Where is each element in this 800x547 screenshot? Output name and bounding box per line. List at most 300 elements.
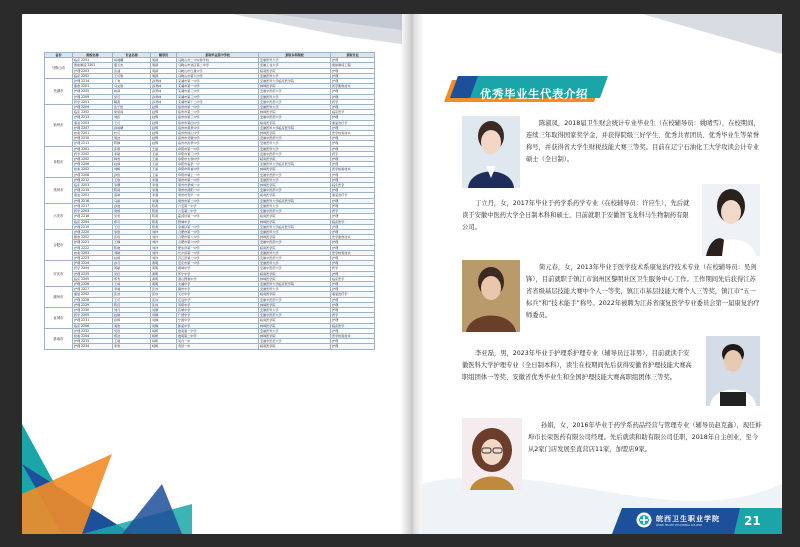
table-cell: 赵倩 bbox=[113, 162, 151, 167]
table-cell: 亳州市利辛一中 bbox=[177, 193, 259, 198]
table-cell: 张伟 bbox=[151, 292, 177, 297]
table-cell: 黄明 bbox=[151, 266, 177, 271]
table-cell: 智能制造 2201 bbox=[73, 63, 113, 68]
table-cell: 医学检验技术 bbox=[331, 333, 375, 338]
table-cell: 护理 bbox=[331, 105, 375, 110]
table-cell: 金寨县第一中学 bbox=[177, 224, 259, 229]
table-cell: 周婷 bbox=[113, 209, 151, 214]
table-cell: 护理 bbox=[331, 328, 375, 333]
table-cell: 康复 2203 bbox=[73, 120, 113, 125]
table-cell: 滁州中学 bbox=[177, 287, 259, 292]
table-cell: 亳州市第一中学 bbox=[177, 177, 259, 182]
table-cell: 王丽 bbox=[151, 162, 177, 167]
table-cell: 影像 2201 bbox=[73, 84, 113, 89]
province-cell: 宣城市 bbox=[45, 307, 73, 328]
table-cell: 护理 2204 bbox=[73, 105, 113, 110]
table-cell: 庐江县第二中学 bbox=[177, 255, 259, 260]
table-cell: 护理 2222 bbox=[73, 245, 113, 250]
table-cell: 安徽医科大学临床医学院 bbox=[259, 79, 331, 84]
table-cell: 郑洁 bbox=[113, 333, 151, 338]
table-cell: 周欣 bbox=[113, 323, 151, 328]
table-cell: 护理 2219 bbox=[73, 224, 113, 229]
table-cell: 护理 bbox=[331, 255, 375, 260]
table-cell: 安徽医科大学临床医学院 bbox=[259, 198, 331, 203]
table-cell: 安徽医科大学 bbox=[259, 73, 331, 78]
province-cell: 淮南市 bbox=[45, 328, 73, 349]
table-cell: 安徽医科大学 bbox=[259, 141, 331, 146]
left-corner-decoration bbox=[22, 394, 192, 534]
table-cell: 夏玉杰 bbox=[113, 63, 151, 68]
table-cell: 护理 2226 bbox=[73, 281, 113, 286]
table-cell: 护理 2208 bbox=[73, 172, 113, 177]
graduate-photo-4 bbox=[706, 336, 760, 406]
table-cell: 亳州市涡阳一中 bbox=[177, 188, 259, 193]
table-cell: 刘敏 bbox=[113, 250, 151, 255]
table-cell: 李强 bbox=[151, 193, 177, 198]
table-cell: 杨帆 bbox=[151, 328, 177, 333]
table-cell: 医学影像技术 bbox=[331, 84, 375, 89]
table-cell: 刘洋 bbox=[151, 245, 177, 250]
table-cell: 宿州市第四中学 bbox=[177, 120, 259, 125]
table-cell: 护理 bbox=[331, 94, 375, 99]
table-cell: 护理 2213 bbox=[73, 115, 113, 120]
table-cell: 淮南第二中学 bbox=[177, 333, 259, 338]
book-spine-shadow bbox=[400, 14, 424, 534]
table-cell: 李晨 bbox=[113, 287, 151, 292]
table-cell: 张悦 bbox=[113, 235, 151, 240]
table-cell: 护理 2214 bbox=[73, 79, 113, 84]
table-cell: 安徽中医药大学 bbox=[259, 188, 331, 193]
table-cell: 康复 2202 bbox=[73, 292, 113, 297]
table-cell: 护理 2215 bbox=[73, 188, 113, 193]
table-cell: 王佳 bbox=[113, 224, 151, 229]
table-cell: 孙雨晴 bbox=[113, 125, 151, 130]
table-cell: 周颖 bbox=[151, 63, 177, 68]
table-cell: 皖南医学院 bbox=[259, 292, 331, 297]
right-page bbox=[422, 14, 782, 534]
table-cell: 张伟 bbox=[151, 287, 177, 292]
table-cell: 周颖 bbox=[151, 58, 177, 63]
table-cell: 郑可 bbox=[113, 219, 151, 224]
province-cell: 宿州市 bbox=[45, 105, 73, 147]
table-cell: 孙婷 bbox=[113, 318, 151, 323]
table-cell: 陈晓 bbox=[113, 245, 151, 250]
table-cell: 安徽医科大学 bbox=[259, 307, 331, 312]
table-cell: 宣城中学 bbox=[177, 307, 259, 312]
table-cell: 吴雪 bbox=[113, 214, 151, 219]
table-cell: 护理 2201 bbox=[73, 146, 113, 151]
table-cell: 李欣 bbox=[113, 229, 151, 234]
table-cell: 蚌埠医学院 bbox=[259, 276, 331, 281]
table-cell: 赵辉 bbox=[151, 115, 177, 120]
table-cell: 护理 2223 bbox=[73, 255, 113, 260]
table-cell: 定远中学 bbox=[177, 297, 259, 302]
table-cell: 亳州市蒙城一中 bbox=[177, 183, 259, 188]
table-cell: 护理 bbox=[331, 115, 375, 120]
table-cell: 护理 bbox=[331, 245, 375, 250]
table-cell: 安徽中医药大学 bbox=[259, 209, 331, 214]
table-cell: 周颖 bbox=[151, 68, 177, 73]
table-cell: 药学 bbox=[331, 313, 375, 318]
table-cell: 黄明 bbox=[151, 276, 177, 281]
table-cell: 芜湖市第三中学 bbox=[177, 94, 259, 99]
table-cell: 安徽医科大学临床医学院 bbox=[259, 281, 331, 286]
table-cell: 何静 bbox=[151, 318, 177, 323]
table-cell: 医学检验技术 bbox=[331, 131, 375, 136]
table-cell: 宿州市第一中学 bbox=[177, 105, 259, 110]
table-cell: 黄明 bbox=[151, 281, 177, 286]
admission-table-wrap bbox=[44, 52, 374, 350]
graduate-photo-2 bbox=[702, 184, 760, 256]
province-cell: 阜阳市 bbox=[45, 146, 73, 177]
table-cell: 赵婷 bbox=[113, 255, 151, 260]
table-cell: 蚌埠医学院 bbox=[259, 110, 331, 115]
table-cell: 护理 bbox=[331, 172, 375, 177]
table-cell: 李强 bbox=[151, 177, 177, 182]
table-cell: 药学 2201 bbox=[73, 99, 113, 104]
table-cell: 安徽医科大学 bbox=[259, 250, 331, 255]
table-cell: 护理 bbox=[331, 198, 375, 203]
table-cell: 护理 2234 bbox=[73, 344, 113, 349]
table-cell: 护理 bbox=[331, 79, 375, 84]
table-cell: 杜可 bbox=[113, 131, 151, 136]
table-cell: 护理 2205 bbox=[73, 89, 113, 94]
table-cell: 安徽医科大学 bbox=[259, 229, 331, 234]
table-cell: 皖南医学院 bbox=[259, 68, 331, 73]
table-cell: 马文欣 bbox=[113, 84, 151, 89]
table-cell: 孙贤林 bbox=[151, 99, 177, 104]
table-cell: 临床 2205 bbox=[73, 276, 113, 281]
table-cell: 护理 bbox=[331, 141, 375, 146]
table-cell: 安徽医科大学 bbox=[259, 177, 331, 182]
table-cell: 李敏 bbox=[113, 151, 151, 156]
section-title: 优秀毕业生代表介绍 bbox=[480, 87, 588, 101]
table-cell: 护理 bbox=[331, 58, 375, 63]
table-header-cell: 辅导员 bbox=[151, 53, 177, 58]
table-cell: 周敏 bbox=[113, 266, 151, 271]
table-cell: 护理 2206 bbox=[73, 162, 113, 167]
table-cell: 赵敏 bbox=[113, 313, 151, 318]
table-cell: 天长中学 bbox=[177, 292, 259, 297]
table-cell: 康复治疗学 bbox=[331, 292, 375, 297]
table-cell: 陈燕 bbox=[151, 203, 177, 208]
table-cell: 皖南医学院 bbox=[259, 318, 331, 323]
province-cell: 六安市 bbox=[45, 203, 73, 229]
table-cell: 检验 2204 bbox=[73, 333, 113, 338]
table-cell: 芜湖市第一中学 bbox=[177, 84, 259, 89]
table-cell: 安徽中医药大学 bbox=[259, 115, 331, 120]
table-cell: 马鞍山市二中实验学校 bbox=[177, 58, 259, 63]
table-cell: 孙贤林 bbox=[151, 89, 177, 94]
table-cell: 刘洋 bbox=[151, 229, 177, 234]
table-cell: 刘洋 bbox=[151, 240, 177, 245]
table-cell: 皖南医学院 bbox=[259, 245, 331, 250]
table-cell: 医学检验技术 bbox=[331, 250, 375, 255]
table-cell: 丁欢 bbox=[113, 79, 151, 84]
table-cell: 李强 bbox=[151, 188, 177, 193]
table-cell: 宿州市萧县中学 bbox=[177, 125, 259, 130]
table-cell: 阜阳市太和中学 bbox=[177, 157, 259, 162]
table-cell: 吴悦 bbox=[113, 328, 151, 333]
graduate-bio-3: 简元春，女，2013年毕业于医学技术系康复治疗技术专业（在校辅导员：吴剑锋），目前就职于镇江市润州区黎明社区卫生服务中心工作。工作期间先后获得江苏省省级基层技能大赛中个人一等奖，镇江市基层技能大赛个人三等奖，镇江市“五一标兵”和“技术能手”称号。2022年被聘为江苏省康复医学专业委员会第一届康复治疗师委员。 bbox=[526, 264, 760, 319]
table-header-cell: 院校名称 bbox=[73, 53, 113, 58]
page-number: 21 bbox=[744, 514, 761, 528]
table-cell: 蚌埠医学院 bbox=[259, 183, 331, 188]
left-page bbox=[22, 14, 402, 534]
table-cell: 高敏 bbox=[113, 193, 151, 198]
table-cell: 皖南医学院 bbox=[259, 214, 331, 219]
brochure-spread bbox=[22, 14, 782, 534]
table-cell: 黄明 bbox=[151, 261, 177, 266]
table-cell: 怀宁中学 bbox=[177, 271, 259, 276]
table-cell: 安徽医科大学临床医学院 bbox=[259, 125, 331, 130]
province-cell: 安庆市 bbox=[45, 261, 73, 287]
table-cell: 安徽医科大学 bbox=[259, 261, 331, 266]
graduate-bio-1: 陈淑凤，2018届卫生财会统计专业毕业生（在校辅导员：姚晴雪），在校期间，连续三年取得国家奖学金，并获得院级三好学生、优秀共青团员、优秀毕业生等荣誉称号，并获得省大学生财税技能大赛三等奖。目前在辽宁石油化工大学攻读会计专业硕士（全日制）。 bbox=[526, 120, 760, 163]
table-header-cell: 录取专业 bbox=[331, 53, 375, 58]
table-cell: 安徽中医药大学 bbox=[259, 339, 331, 344]
table-cell: 李娜 bbox=[113, 183, 151, 188]
table-cell: 护理 2233 bbox=[73, 339, 113, 344]
school-name: 皖西卫生职业学院 bbox=[656, 514, 720, 523]
table-cell: 安徽中医药大学 bbox=[259, 136, 331, 141]
table-cell: 王晨 bbox=[113, 339, 151, 344]
table-cell: 蚌埠医学院 bbox=[259, 235, 331, 240]
table-cell: 安徽中医药大学 bbox=[259, 89, 331, 94]
table-cell: 宿州市第二中学 bbox=[177, 110, 259, 115]
table-cell: 护理 2203 bbox=[73, 68, 113, 73]
table-cell: 护理 bbox=[331, 203, 375, 208]
table-cell: 蚌埠医学院 bbox=[259, 302, 331, 307]
table-cell: 安徽医科大学 bbox=[259, 146, 331, 151]
table-cell: 李雪 bbox=[113, 344, 151, 349]
table-cell: 孙晨 bbox=[113, 203, 151, 208]
table-cell: 皖南医学院 bbox=[259, 193, 331, 198]
table-cell: 何静 bbox=[151, 313, 177, 318]
table-cell: 护理 bbox=[331, 162, 375, 167]
table-cell: 杨帆 bbox=[151, 333, 177, 338]
table-cell: 张伟 bbox=[151, 302, 177, 307]
table-cell: 寿县一中 bbox=[177, 344, 259, 349]
table-cell: 安徽中医药大学 bbox=[259, 172, 331, 177]
table-cell: 安徽医科大学 bbox=[259, 328, 331, 333]
table-cell: 护理 2230 bbox=[73, 307, 113, 312]
table-cell: 护理 bbox=[331, 214, 375, 219]
table-cell: 护理 2231 bbox=[73, 318, 113, 323]
table-cell: 刘洋 bbox=[151, 255, 177, 260]
table-cell: 蚌埠医学院 bbox=[259, 131, 331, 136]
table-cell: 赵辉 bbox=[151, 141, 177, 146]
table-cell: 药学 bbox=[331, 266, 375, 271]
table-cell: 临床医学 bbox=[331, 110, 375, 115]
table-cell: 临床医学 bbox=[331, 183, 375, 188]
table-cell: 孙贤林 bbox=[151, 94, 177, 99]
table-cell: 韩雪 bbox=[113, 157, 151, 162]
table-cell: 凤台一中 bbox=[177, 339, 259, 344]
table-cell: 赵辉 bbox=[151, 105, 177, 110]
table-cell: 杨帆 bbox=[151, 339, 177, 344]
table-cell: 护理 2202 bbox=[73, 157, 113, 162]
table-cell: 皖南医学院 bbox=[259, 157, 331, 162]
table-cell: 王可 bbox=[113, 297, 151, 302]
table-cell: 护理 bbox=[331, 307, 375, 312]
top-gray-band bbox=[22, 14, 402, 48]
table-cell: 陈静 bbox=[113, 141, 151, 146]
table-cell: 护理 bbox=[331, 125, 375, 130]
table-cell: 陈燕 bbox=[151, 224, 177, 229]
table-cell: 护理 bbox=[331, 261, 375, 266]
table-cell: 临床 2203 bbox=[73, 183, 113, 188]
table-cell: 护理 2210 bbox=[73, 136, 113, 141]
table-cell: 赵辉 bbox=[151, 125, 177, 130]
table-cell: 护理 2217 bbox=[73, 203, 113, 208]
table-cell: 护理 bbox=[331, 136, 375, 141]
table-cell: 刘洋 bbox=[151, 250, 177, 255]
table-cell: 护理 bbox=[331, 318, 375, 323]
table-cell: 安徽医科大学临床医学院 bbox=[259, 162, 331, 167]
table-cell: 药学 bbox=[331, 209, 375, 214]
table-cell: 赵辉 bbox=[151, 120, 177, 125]
table-cell: 智能制造工程 bbox=[331, 63, 375, 68]
table-cell: 护理 bbox=[331, 68, 375, 73]
table-cell: 吴可 bbox=[113, 94, 151, 99]
table-cell: 护理 2211 bbox=[73, 141, 113, 146]
table-cell: 阜阳市颍上一中 bbox=[177, 172, 259, 177]
school-name-en: WANXI HEALTH VOCATIONAL COLLEGE bbox=[656, 523, 702, 527]
table-cell: 王可欣 bbox=[113, 73, 151, 78]
table-cell: 护理 bbox=[331, 177, 375, 182]
table-cell: 长丰县第一中学 bbox=[177, 250, 259, 255]
table-cell: 黄明 bbox=[151, 271, 177, 276]
table-cell: 护理 bbox=[331, 89, 375, 94]
table-row bbox=[45, 344, 375, 349]
table-cell: 医学影像技术 bbox=[331, 235, 375, 240]
table-cell: 影像 2202 bbox=[73, 235, 113, 240]
table-cell: 康复 2201 bbox=[73, 193, 113, 198]
table-cell: 张洁 bbox=[113, 292, 151, 297]
table-cell: 马鞍山市第八中学 bbox=[177, 73, 259, 78]
table-cell: 护理 bbox=[331, 302, 375, 307]
table-cell: 护理 bbox=[331, 297, 375, 302]
table-cell: 皖南医学院 bbox=[259, 271, 331, 276]
table-cell: 临床 2206 bbox=[73, 323, 113, 328]
table-cell: 护理 2229 bbox=[73, 302, 113, 307]
table-cell: 六安第二中学 bbox=[177, 209, 259, 214]
table-cell: 安徽中医药大学 bbox=[259, 297, 331, 302]
table-cell: 刘畅 bbox=[113, 167, 151, 172]
table-cell: 陈燕 bbox=[151, 219, 177, 224]
graduate-photo-5 bbox=[462, 418, 522, 490]
table-cell: 护理 bbox=[331, 73, 375, 78]
table-cell: 孙贤林 bbox=[151, 84, 177, 89]
table-cell: 检验 2202 bbox=[73, 167, 113, 172]
table-cell: 安徽医科大学 bbox=[259, 94, 331, 99]
table-cell: 凤阳中学 bbox=[177, 302, 259, 307]
table-cell: 陈燕 bbox=[151, 214, 177, 219]
table-cell: 药学 2203 bbox=[73, 209, 113, 214]
table-cell: 安徽中医药大学 bbox=[259, 99, 331, 104]
table-cell: 刘洋 bbox=[151, 235, 177, 240]
table-cell: 药学 2204 bbox=[73, 266, 113, 271]
table-cell: 皖南医学院 bbox=[259, 344, 331, 349]
table-cell: 阜阳市临泉一中 bbox=[177, 162, 259, 167]
table-cell: 舒城中学 bbox=[177, 219, 259, 224]
table-cell: 康复治疗学 bbox=[331, 120, 375, 125]
table-cell: 安徽中医药大学 bbox=[259, 266, 331, 271]
table-cell: 临床 2202 bbox=[73, 110, 113, 115]
table-cell: 护理 2225 bbox=[73, 271, 113, 276]
table-cell: 淮南第一中学 bbox=[177, 328, 259, 333]
table-cell: 安徽中医药大学 bbox=[259, 313, 331, 318]
table-cell: 陈佳 bbox=[113, 302, 151, 307]
table-cell: 孙贤林 bbox=[151, 79, 177, 84]
table-cell: 刘佳 bbox=[113, 115, 151, 120]
table-cell: 安徽医科大学 bbox=[259, 203, 331, 208]
table-cell: 王雨 bbox=[113, 281, 151, 286]
province-cell: 马鞍山市 bbox=[45, 58, 73, 79]
table-cell: 护理 bbox=[331, 339, 375, 344]
table-cell: 临床 2204 bbox=[73, 219, 113, 224]
table-cell: 宁国中学 bbox=[177, 318, 259, 323]
table-cell: 安徽工业大学 bbox=[259, 63, 331, 68]
table-cell: 药学 2202 bbox=[73, 151, 113, 156]
table-cell: 护理 2228 bbox=[73, 297, 113, 302]
table-cell: 郎溪中学 bbox=[177, 323, 259, 328]
table-cell: 安徽中医药大学 bbox=[259, 255, 331, 260]
table-cell: 阜阳市第三中学 bbox=[177, 151, 259, 156]
graduate-bio-4: 李亚磊，男，2023年毕业于护理系护理专业（辅导员汪菲男），目前就读于安徽医科大学护理专业（全日制本科），读生在校期间先后获得安徽省护理技能大赛高职组团体一等奖、安徽省优秀毕业生和全国护理技能大赛高职组团体三等奖。 bbox=[462, 350, 692, 381]
table-cell: 临床医学 bbox=[331, 323, 375, 328]
table-cell: 阜阳市界首中学 bbox=[177, 167, 259, 172]
table-cell: 陈雨 bbox=[113, 188, 151, 193]
table-cell: 护理 2209 bbox=[73, 94, 113, 99]
table-cell: 霍邱县第一中学 bbox=[177, 214, 259, 219]
table-cell: 陈燕 bbox=[151, 209, 177, 214]
graduate-bio-5: 孙娟，女，2016年毕业于药学系药品经营与管理专业（辅导员赵克鑫），现任蚌埠市长荣医药有限公司经理。先后就读和助有限公司任职，2018年自主创业，至今从2家门店发展至直营店11家，加盟店9家。 bbox=[528, 422, 762, 453]
school-logo bbox=[636, 512, 720, 528]
table-cell: 何静 bbox=[151, 323, 177, 328]
table-cell: 合肥市第一中学 bbox=[177, 229, 259, 234]
table-cell: 蚌埠医学院 bbox=[259, 333, 331, 338]
table-cell: 芜湖市第十二中学 bbox=[177, 99, 259, 104]
table-cell: 孙悦 bbox=[113, 172, 151, 177]
table-cell: 桐城中学 bbox=[177, 266, 259, 271]
table-cell: 护理 bbox=[331, 224, 375, 229]
table-cell: 护理 bbox=[331, 281, 375, 286]
table-cell: 王丽 bbox=[151, 157, 177, 162]
table-cell: 护理 bbox=[331, 344, 375, 349]
table-cell: 安徽中医药大学 bbox=[259, 240, 331, 245]
table-cell: 护理 2216 bbox=[73, 198, 113, 203]
table-cell: 马丽 bbox=[113, 198, 151, 203]
table-cell: 周颖 bbox=[151, 73, 177, 78]
table-cell: 护理 2221 bbox=[73, 240, 113, 245]
table-cell: 安徽医科大学 bbox=[259, 287, 331, 292]
table-cell: 护理 2218 bbox=[73, 214, 113, 219]
table-cell: 检验 2201 bbox=[73, 131, 113, 136]
table-cell: 陶燕 bbox=[113, 99, 151, 104]
table-cell: 吴佳 bbox=[113, 271, 151, 276]
table-cell: 何静 bbox=[151, 307, 177, 312]
table-cell: 护理 bbox=[331, 157, 375, 162]
table-cell: 阜阳市第一中学 bbox=[177, 146, 259, 151]
table-cell: 宿州市灵璧中学 bbox=[177, 136, 259, 141]
province-cell: 芜湖市 bbox=[45, 79, 73, 105]
table-cell: 宿州市砀山中学 bbox=[177, 131, 259, 136]
table-cell: 梁思雨 bbox=[113, 110, 151, 115]
table-cell: 李强 bbox=[151, 198, 177, 203]
province-cell: 合肥市 bbox=[45, 229, 73, 260]
